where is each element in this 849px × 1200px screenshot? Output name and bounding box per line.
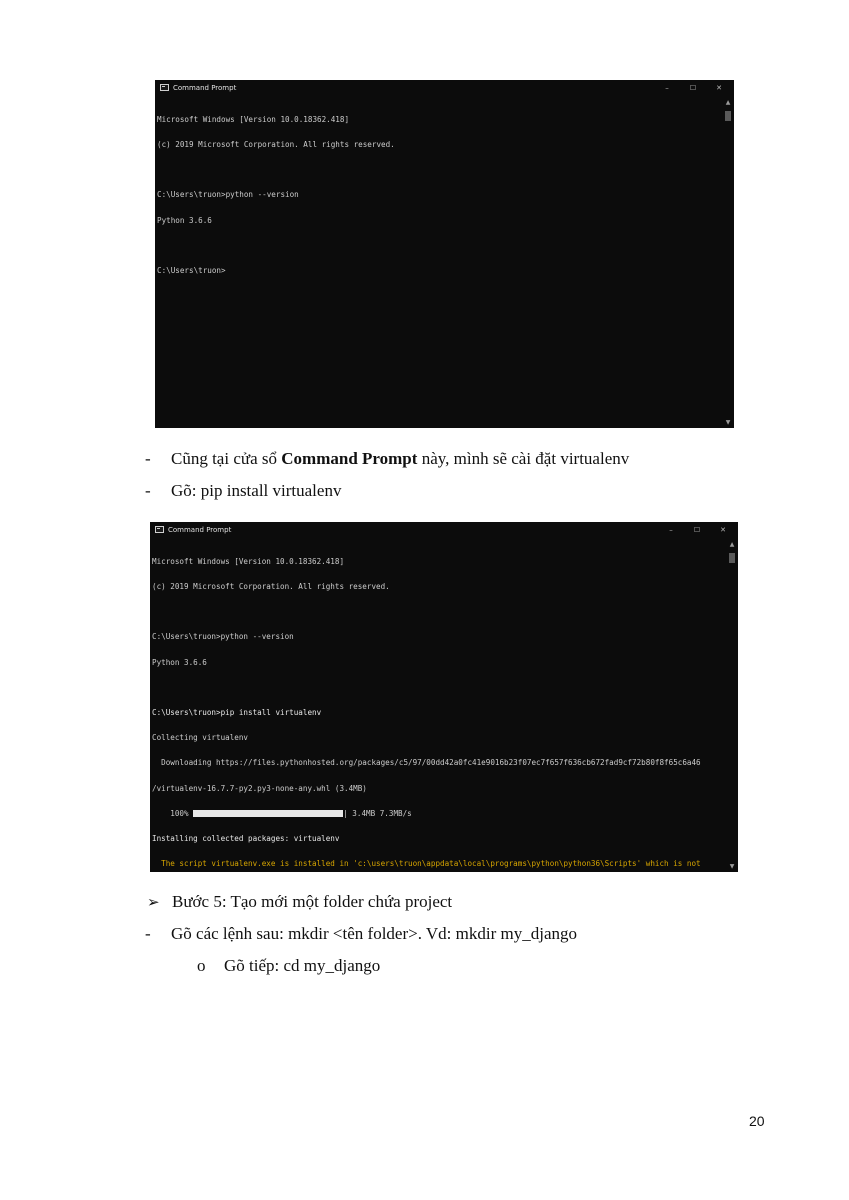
console-line: (c) 2019 Microsoft Corporation. All rights reserved. — [157, 140, 395, 150]
step-heading — [147, 892, 452, 912]
console-line: Installing collected packages: virtualenv — [152, 834, 340, 844]
console-icon — [160, 84, 169, 91]
scroll-down-icon[interactable]: ▼ — [729, 863, 735, 870]
console-output[interactable] — [152, 541, 724, 872]
maximize-button[interactable]: ☐ — [693, 526, 701, 534]
console-line: Python 3.6.6 — [157, 215, 212, 225]
scroll-up-icon[interactable]: ▲ — [729, 541, 735, 548]
instruction-line-1 — [145, 449, 629, 469]
console-line: (c) 2019 Microsoft Corporation. All rights reserved. — [152, 582, 390, 592]
scroll-thumb[interactable] — [725, 111, 731, 121]
minimize-button[interactable]: – — [669, 526, 673, 534]
window-title: Command Prompt — [168, 526, 232, 534]
scroll-up-icon[interactable]: ▲ — [725, 99, 731, 106]
dash-bullet: - — [145, 449, 151, 468]
console-prompt: C:\Users\truon> — [157, 266, 226, 276]
console-line: C:\Users\truon>python --version — [157, 190, 299, 200]
progress-line — [152, 810, 724, 818]
console-line — [157, 166, 720, 174]
instruction-line-4 — [145, 924, 577, 944]
close-button[interactable]: ✕ — [716, 84, 722, 92]
console-line: Microsoft Windows [Version 10.0.18362.418] — [157, 114, 350, 124]
instruction-line-5 — [197, 956, 380, 976]
text-segment: Bước 5: Tạo mới một folder chứa project — [172, 892, 453, 911]
close-button[interactable]: ✕ — [720, 526, 726, 534]
console-line: C:\Users\truon>pip install virtualenv — [152, 708, 322, 718]
command-prompt-window-2 — [150, 522, 738, 872]
arrow-bullet-icon: ➢ — [147, 893, 160, 911]
title-bar — [150, 522, 738, 539]
text-segment: Gõ tiếp: cd my_django — [224, 956, 381, 975]
text-segment: Cũng tại cửa sổ — [171, 449, 282, 468]
scroll-down-icon[interactable]: ▼ — [725, 419, 731, 426]
text-segment: Gõ: pip install virtualenv — [171, 481, 342, 500]
console-line — [157, 242, 720, 250]
console-line: Python 3.6.6 — [152, 657, 207, 667]
console-line: Collecting virtualenv — [152, 733, 249, 743]
minimize-button[interactable]: – — [665, 84, 669, 92]
console-line — [152, 608, 724, 616]
window-title: Command Prompt — [173, 84, 237, 92]
dash-bullet: - — [145, 481, 151, 500]
console-line: Downloading https://files.pythonhosted.org/packages/c5/97/00dd42a0fc41e9016b23f07ec7f657f636cb672fad9cf72b80f8f65c6a46 — [152, 758, 701, 768]
vertical-scrollbar[interactable] — [723, 99, 733, 426]
bold-text: Command Prompt — [281, 449, 418, 468]
page-number: 20 — [749, 1113, 765, 1129]
console-line: Microsoft Windows [Version 10.0.18362.418] — [152, 556, 345, 566]
vertical-scrollbar[interactable] — [727, 541, 737, 870]
console-line: /virtualenv-16.7.7-py2.py3-none-any.whl (3.4MB) — [152, 783, 367, 793]
text-segment: Gõ các lệnh sau: mkdir <tên folder>. Vd: mkdir my_django — [171, 924, 577, 943]
command-prompt-window-1 — [155, 80, 734, 428]
warning-line: The script virtualenv.exe is installed in 'c:\users\truon\appdata\local\programs\python\python36\Scripts' which is not — [152, 859, 701, 869]
progress-bar — [193, 810, 343, 817]
progress-stats: | 3.4MB 7.3MB/s — [343, 808, 412, 818]
progress-percent: 100% — [152, 808, 189, 818]
dash-bullet: - — [145, 924, 151, 943]
maximize-button[interactable]: ☐ — [689, 84, 697, 92]
console-line — [152, 684, 724, 692]
instruction-line-2 — [145, 481, 341, 501]
scroll-thumb[interactable] — [729, 553, 735, 563]
console-line: C:\Users\truon>python --version — [152, 632, 294, 642]
console-icon — [155, 526, 164, 533]
circle-bullet: o — [197, 956, 206, 975]
console-output[interactable] — [157, 99, 720, 428]
text-segment: này, mình sẽ cài đặt virtualenv — [417, 449, 630, 468]
title-bar — [155, 80, 734, 97]
